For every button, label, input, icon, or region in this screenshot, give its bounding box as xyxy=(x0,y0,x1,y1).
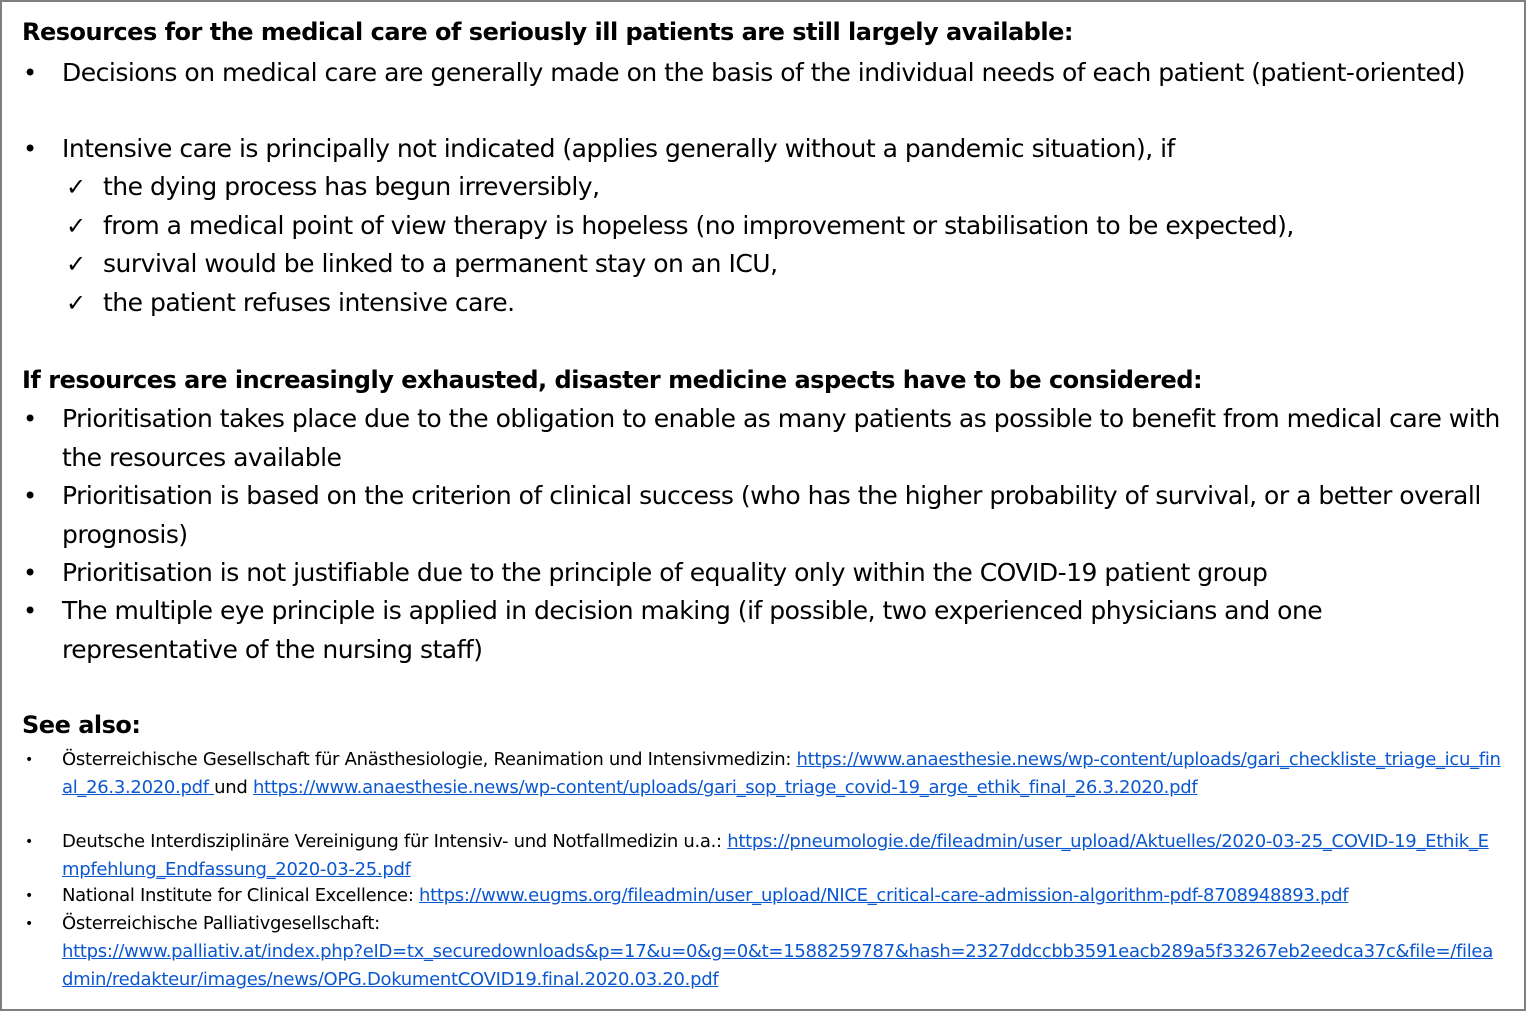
checkmark-icon: ✓ xyxy=(66,289,87,317)
checkmark-icon: ✓ xyxy=(66,250,87,278)
bullet-marker: • xyxy=(23,405,38,433)
reference-joiner: und xyxy=(214,777,253,798)
list-item-text: Prioritisation is based on the criterion of clinical success (who has the higher probability of survival, or a better overall prognosis) xyxy=(62,481,1481,549)
list-item-text: The multiple eye principle is applied in decision making (if possible, two experienced physicians and one representative of the nursing staff) xyxy=(62,596,1323,664)
list-item-text: Prioritisation takes place due to the obligation to enable as many patients as possible to benefit from medical care with the resources available xyxy=(62,404,1500,472)
bullet-marker: • xyxy=(25,916,34,932)
checkmark-icon: ✓ xyxy=(66,212,87,240)
reference-link[interactable]: https://pneumologie.de/fileadmin/user_upload/Aktuelles/2020-03-25_COVID-19_Ethik_Empfehlung_Endfassung_2020-03-25.pdf xyxy=(62,831,1489,880)
reference-link[interactable]: https://www.eugms.org/fileadmin/user_upload/NICE_critical-care-admission-algorithm-pdf-8708948893.pdf xyxy=(419,885,1349,906)
bullet-marker: • xyxy=(23,482,38,510)
bullet-marker: • xyxy=(25,752,34,768)
see-also-heading: See also: xyxy=(22,711,141,739)
reference-source: Deutsche Interdisziplinäre Vereinigung für Intensiv- und Notfallmedizin u.a.: xyxy=(62,831,728,852)
checkmark-icon: ✓ xyxy=(66,173,87,201)
reference-link[interactable]: https://www.palliativ.at/index.php?eID=tx_securedownloads&p=17&u=0&g=0&t=1588259787&hash=2327ddccbb3591eacb289a5f33267eb2eedca37c&file=/fileadmin/redakteur/images/news/OPG.DokumentCOVID19.final.2020.03.20.pdf xyxy=(62,941,1493,990)
check-item-text: from a medical point of view therapy is hopeless (no improvement or stabilisation to be expected), xyxy=(103,211,1294,240)
reference-text xyxy=(62,828,1502,884)
bullet-marker: • xyxy=(23,559,38,587)
reference-text xyxy=(62,746,1502,802)
reference-source: National Institute for Clinical Excellence: xyxy=(62,885,420,906)
check-item-text: the dying process has begun irreversibly, xyxy=(103,172,600,201)
bullet-marker: • xyxy=(25,834,34,850)
list-item-text: Decisions on medical care are generally made on the basis of the individual needs of each patient (patient-oriented) xyxy=(62,58,1465,87)
bullet-marker: • xyxy=(23,597,38,625)
reference-text xyxy=(62,882,1502,910)
list-item-text: Intensive care is principally not indicated (applies generally without a pandemic situation), if xyxy=(62,134,1175,163)
reference-link[interactable]: https://www.anaesthesie.news/wp-content/uploads/gari_sop_triage_covid-19_arge_ethik_final_26.3.2020.pdf xyxy=(252,777,1198,798)
list-item-text: Prioritisation is not justifiable due to the principle of equality only within the COVID-19 patient group xyxy=(62,558,1268,587)
bullet-marker: • xyxy=(23,59,38,87)
bullet-marker: • xyxy=(23,135,38,163)
section-heading-resources-exhausted: If resources are increasingly exhausted, disaster medicine aspects have to be considered: xyxy=(22,366,1203,394)
reference-text xyxy=(62,910,1502,994)
reference-link[interactable]: https://www.anaesthesie.news/wp-content/uploads/gari_checkliste_triage_icu_final_26.3.2020.pdf xyxy=(62,749,1501,798)
section-heading-resources-available: Resources for the medical care of seriously ill patients are still largely available: xyxy=(22,18,1073,46)
check-item-text: the patient refuses intensive care. xyxy=(103,288,515,317)
reference-source: Österreichische Gesellschaft für Anästhesiologie, Reanimation und Intensivmedizin: xyxy=(62,749,797,770)
bullet-marker: • xyxy=(25,888,34,904)
reference-source: Österreichische Palliativgesellschaft: xyxy=(62,913,380,934)
check-item-text: survival would be linked to a permanent stay on an ICU, xyxy=(103,249,778,278)
